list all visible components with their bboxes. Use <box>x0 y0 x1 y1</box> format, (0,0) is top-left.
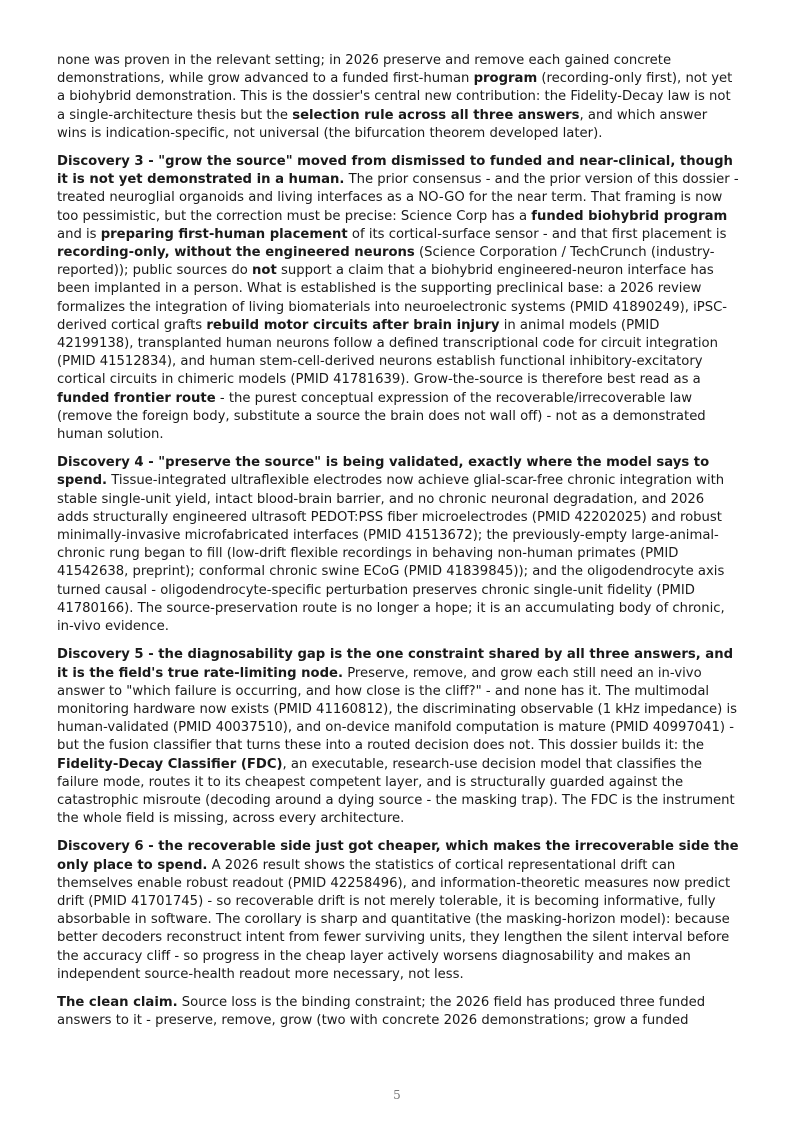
paragraph-discovery-4 <box>57 454 739 636</box>
bold-text: Discovery 6 - the recoverable side just got cheaper, which makes the irrecoverable side the only place to spend. <box>57 839 739 873</box>
text-run: (recording-only first), not yet a biohybrid demonstration. This is the dossier's central new contribution: the Fidelity-Decay law is not a single-architecture thesis but the <box>57 71 733 123</box>
paragraph-clean-claim <box>57 994 739 1030</box>
bold-text: rebuild motor circuits after brain injury <box>206 317 500 333</box>
bold-text: funded frontier route <box>57 390 216 406</box>
bold-text: not <box>252 263 277 279</box>
paragraph-discovery-6 <box>57 838 739 984</box>
paragraph-discovery-5 <box>57 646 739 828</box>
text-run: support a claim that a biohybrid engineered-neuron interface has been implanted in a person. What is established is the supporting preclinical base: a 2026 review formalizes the integration of living biomaterials into neuroelectronic systems (PMID 41890249), iPSC-derived cortical grafts <box>57 263 728 333</box>
text-run: Tissue-integrated ultraflexible electrodes now achieve glial-scar-free chronic integration with stable single-unit yield, intact blood-brain barrier, and no chronic neuronal degradation, and 2026 adds structurally engineered ultrasoft PEDOT:PSS fiber microelectrodes (PMID 42202025) and robust minimally-invasive microfabricated interfaces (PMID 41513672); the previously-empty large-animal-chronic rung began to fill (low-drift flexible recordings in behaving non-human primates (PMID 41542638, preprint); conformal chronic swine ECoG (PMID 41839845)); and the oligodendrocyte axis turned causal - oligodendrocyte-specific perturbation preserves chronic single-unit fidelity (PMID 41780166). The source-preservation route is no longer a hope; it is an accumulating body of chronic, in-vivo evidence. <box>57 473 725 635</box>
bold-text: Discovery 3 - "grow the source" moved from dismissed to funded and near-clinical, though it is not yet demonstrated in a human. <box>57 154 733 188</box>
document-body <box>57 52 739 1040</box>
text-run: , an executable, research-use decision model that classifies the failure mode, routes it to its cheapest competent layer, and is structurally guarded against the catastrophic misroute (decoding around a dying source - the masking trap). The FDC is the instrument the whole field is missing, across every architecture. <box>57 756 735 827</box>
text-run: - the purest conceptual expression of the recoverable/irrecoverable law (remove the foreign body, substitute a source the brain does not wall off) - not as a demonstrated human solution. <box>57 390 706 443</box>
bold-text: recording-only, without the engineered neurons <box>57 245 415 261</box>
page-number: 5 <box>393 1088 401 1102</box>
paragraph-discovery-3 <box>57 153 739 444</box>
bold-text: selection rule across all three answers <box>292 107 580 123</box>
text-run: , and which answer wins is indication-specific, not universal (the bifurcation theorem developed later). <box>57 107 708 141</box>
bold-text: Discovery 5 - the diagnosability gap is the one constraint shared by all three answers, and it is the field's true rate-limiting node. <box>57 647 734 681</box>
bold-text: The clean claim. <box>57 994 178 1010</box>
text-run: The prior consensus - and the prior version of this dossier - treated neuroglial organoids and living interfaces as a NO-GO for the near term. That framing is now too pessimistic, but the correction must be precise: Science Corp has a <box>57 172 739 224</box>
bold-text: Discovery 4 - "preserve the source" is being validated, exactly where the model says to spend. <box>57 455 710 489</box>
bold-text: Fidelity-Decay Classifier (FDC) <box>57 756 283 772</box>
bold-text: program <box>473 71 538 87</box>
text-run: A 2026 result shows the statistics of cortical representational drift can themselves enable robust readout (PMID 42258496), and information-theoretic measures now predict drift (PMID 41701745) - so recoverable drift is not merely tolerable, it is becoming informative, fully absorbable in software. The corollary is sharp and quantitative (the masking-horizon model): because better decoders reconstruct intent from fewer surviving units, they lengthen the silent interval before the accuracy cliff - so progress in the cheap layer actively worsens diagnosability and makes an independent source-health readout more necessary, not less. <box>57 857 731 982</box>
text-run: none was proven in the relevant setting; in 2026 preserve and remove each gained concrete demonstrations, while grow advanced to a funded first-human <box>57 53 672 87</box>
text-run: (Science Corporation / TechCrunch (industry-reported)); public sources do <box>57 245 715 279</box>
bold-text: funded biohybrid program <box>531 208 728 224</box>
text-run: of its cortical-surface sensor - and that first placement is <box>347 226 727 242</box>
text-run: Preserve, remove, and grow each still need an in-vivo answer to "which failure is occurring, and how close is the cliff?" - and none has it. The multimodal monitoring hardware now exists (PMID 41160812), the discriminating observable (1 kHz impedance) is human-validated (PMID 40037510), and on-device manifold computation is mature (PMID 40997041) - but the fusion classifier that turns these into a routed decision does not. This dossier builds it: the <box>57 665 737 754</box>
text-run: Source loss is the binding constraint; the 2026 field has produced three funded answers to it - preserve, remove, grow (two with concrete 2026 demonstrations; grow a funded <box>57 994 706 1029</box>
text-run: and is <box>57 226 101 242</box>
paragraph-continuation <box>57 52 739 143</box>
bold-text: preparing first-human placement <box>100 226 348 242</box>
text-run: in animal models (PMID 42199138), transplanted human neurons follow a defined transcriptional code for circuit integration (PMID 41512834), and human stem-cell-derived neurons establish functional inhibitory-excitatory cortical circuits in chimeric models (PMID 41781639). Grow-the-source is therefore best read as a <box>57 317 718 388</box>
